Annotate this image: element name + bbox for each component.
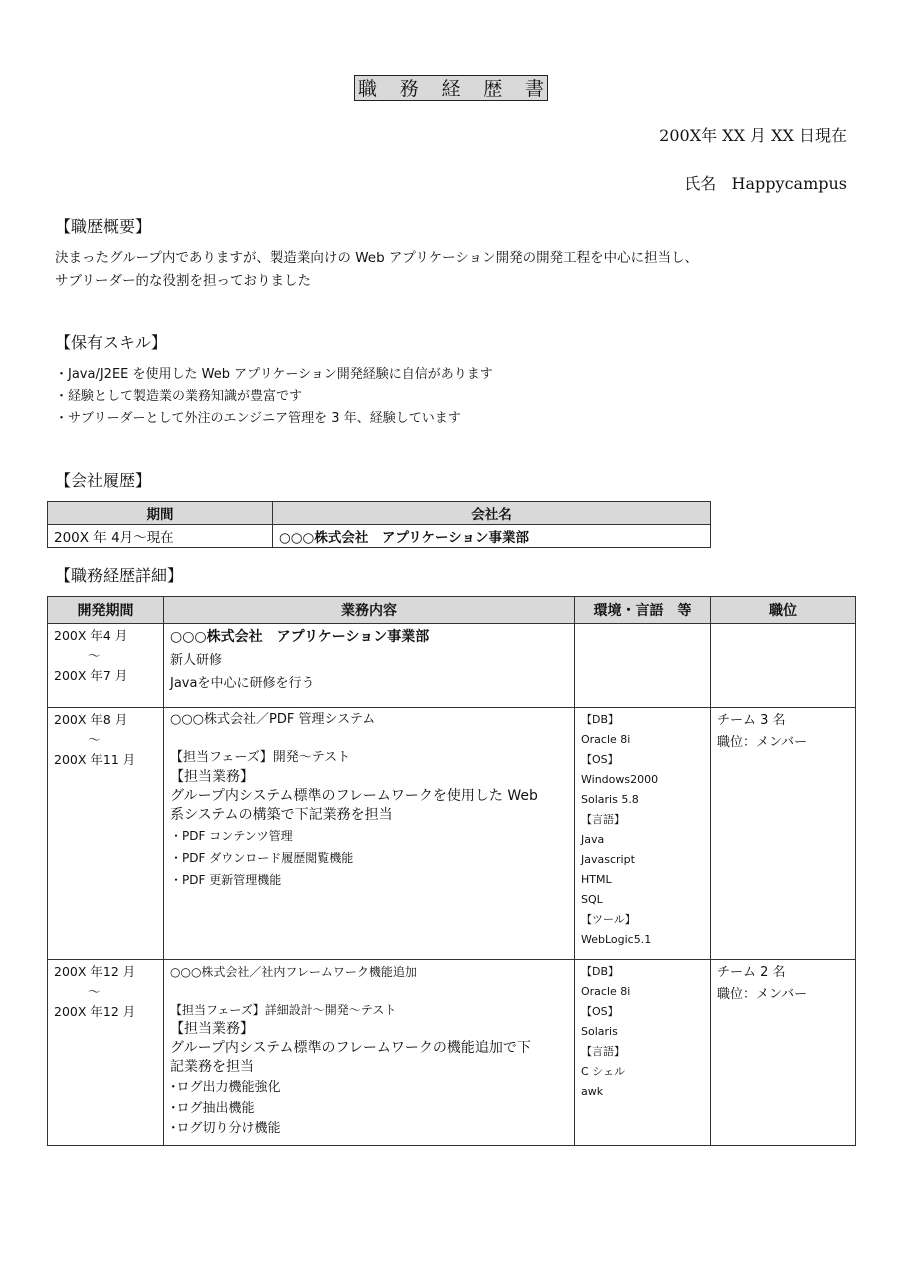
content-line: 記業務を担当 xyxy=(170,1059,254,1075)
position-cell xyxy=(711,708,856,960)
table-row xyxy=(48,960,856,1146)
table-row xyxy=(48,624,856,708)
content-line: 系システムの構築で下記業務を担当 xyxy=(170,807,393,823)
content-line: ･ログ出力機能強化 xyxy=(170,1080,281,1095)
summary-heading: 【職歴概要】 xyxy=(55,217,152,236)
position-line: 職位：メンバー xyxy=(717,735,808,750)
content-line xyxy=(170,730,568,748)
content-line: 【担当フェーズ】詳細設計～開発～テスト xyxy=(170,1003,397,1017)
content-line: 【担当業務】 xyxy=(170,769,254,785)
content-line: 新人研修 xyxy=(170,653,223,668)
career-details-table xyxy=(47,596,856,1146)
skill-item: ・Java/J2EE を使用した Web アプリケーション開発経験に自信があります xyxy=(55,367,493,382)
table-header-row xyxy=(48,502,711,525)
env-line: 【OS】 xyxy=(581,1005,619,1018)
period-cell: 200X 年 4月～現在 xyxy=(48,525,273,548)
env-line: WebLogic5.1 xyxy=(581,933,652,946)
content-line: ○○○株式会社／PDF 管理システム xyxy=(170,712,376,727)
title-char: 歴 xyxy=(483,78,503,100)
env-cell xyxy=(575,624,711,708)
table-row xyxy=(48,708,856,960)
column-header: 期間 xyxy=(48,502,273,525)
document-date: 200X年 XX 月 XX 日現在 xyxy=(659,126,847,145)
content-line: ・PDF コンテンツ管理 xyxy=(170,829,293,843)
period-tilde: ～ xyxy=(88,732,101,747)
company-history-heading: 【会社履歴】 xyxy=(55,471,152,490)
period-cell xyxy=(48,960,164,1146)
env-line: Oracle 8i xyxy=(581,985,631,998)
skill-item: ・サブリーダーとして外注のエンジニア管理を 3 年、経験しています xyxy=(55,411,461,426)
content-line: 【担当フェーズ】開発～テスト xyxy=(170,750,351,765)
title-char: 職 xyxy=(358,78,378,100)
title-char: 経 xyxy=(441,78,461,100)
env-line: 【ツール】 xyxy=(581,913,636,926)
title-char: 書 xyxy=(524,78,544,100)
name-value: Happycampus xyxy=(731,174,847,193)
content-line: ○○○株式会社 アプリケーション事業部 xyxy=(170,629,430,645)
period-end: 200X 年12 月 xyxy=(54,1004,136,1019)
content-line: 【担当業務】 xyxy=(170,1021,254,1037)
company-cell: ○○○株式会社 アプリケーション事業部 xyxy=(273,525,711,548)
env-line: 【DB】 xyxy=(581,965,620,978)
content-line: Javaを中心に研修を行う xyxy=(170,676,315,691)
period-tilde: ～ xyxy=(88,648,101,663)
title-char: 務 xyxy=(399,78,419,100)
document-title xyxy=(354,75,548,101)
content-line: ･ログ抽出機能 xyxy=(170,1101,255,1116)
table-row xyxy=(48,525,711,548)
env-line: C シェル xyxy=(581,1065,625,1078)
summary-line: サブリーダー的な役割を担っておりました xyxy=(55,273,311,289)
position-line: チーム 3 名 xyxy=(717,713,786,728)
env-line: 【OS】 xyxy=(581,753,619,766)
content-line: ・PDF ダウンロード履歴閲覧機能 xyxy=(170,851,354,865)
env-line: 【言語】 xyxy=(581,813,625,826)
content-line: ･ログ切り分け機能 xyxy=(170,1121,281,1136)
content-cell xyxy=(164,624,575,708)
env-line: 【言語】 xyxy=(581,1045,625,1058)
env-cell xyxy=(575,708,711,960)
position-cell xyxy=(711,960,856,1146)
period-end: 200X 年11 月 xyxy=(54,752,136,767)
content-line: グループ内システム標準のフレームワークを使用した Web xyxy=(170,788,538,804)
skill-item: ・経験として製造業の業務知識が豊富です xyxy=(55,389,303,404)
env-cell xyxy=(575,960,711,1146)
position-cell xyxy=(711,624,856,708)
env-line: 【DB】 xyxy=(581,713,620,726)
content-line: グループ内システム標準のフレームワークの機能追加で下 xyxy=(170,1040,531,1056)
column-header: 開発期間 xyxy=(48,597,164,624)
column-header: 環境・言語 等 xyxy=(575,597,711,624)
company-history-table xyxy=(47,501,711,548)
name-label: 氏名 xyxy=(684,174,717,193)
summary-line: 決まったグループ内でありますが、製造業向けの Web アプリケーション開発の開発工程を中心に担当し、 xyxy=(55,250,699,266)
table-header-row xyxy=(48,597,856,624)
content-line: ・PDF 更新管理機能 xyxy=(170,873,282,887)
skills-list xyxy=(55,364,493,430)
period-cell xyxy=(48,624,164,708)
content-line xyxy=(170,982,568,1000)
period-start: 200X 年12 月 xyxy=(54,964,136,979)
details-heading: 【職務経歴詳細】 xyxy=(55,566,184,585)
period-tilde: ～ xyxy=(88,984,101,999)
author-name xyxy=(684,171,847,194)
env-line: Oracle 8i xyxy=(581,733,631,746)
column-header: 業務内容 xyxy=(164,597,575,624)
column-header: 会社名 xyxy=(273,502,711,525)
column-header: 職位 xyxy=(711,597,856,624)
position-line: チーム 2 名 xyxy=(717,965,786,980)
env-line: HTML xyxy=(581,873,612,886)
summary-text xyxy=(55,247,698,293)
env-line: Javascript xyxy=(581,853,635,866)
position-line: 職位：メンバー xyxy=(717,987,808,1002)
env-line: Solaris xyxy=(581,1025,618,1038)
skills-heading: 【保有スキル】 xyxy=(55,333,167,352)
content-cell xyxy=(164,708,575,960)
period-end: 200X 年7 月 xyxy=(54,668,128,683)
content-line: ○○○株式会社／社内フレームワーク機能追加 xyxy=(170,965,417,979)
env-line: Solaris 5.8 xyxy=(581,793,639,806)
env-line: Windows2000 xyxy=(581,773,659,786)
env-line: awk xyxy=(581,1085,604,1098)
env-line: SQL xyxy=(581,893,603,906)
content-cell xyxy=(164,960,575,1146)
period-cell xyxy=(48,708,164,960)
period-start: 200X 年8 月 xyxy=(54,712,128,727)
period-start: 200X 年4 月 xyxy=(54,628,128,643)
env-line: Java xyxy=(581,833,605,846)
